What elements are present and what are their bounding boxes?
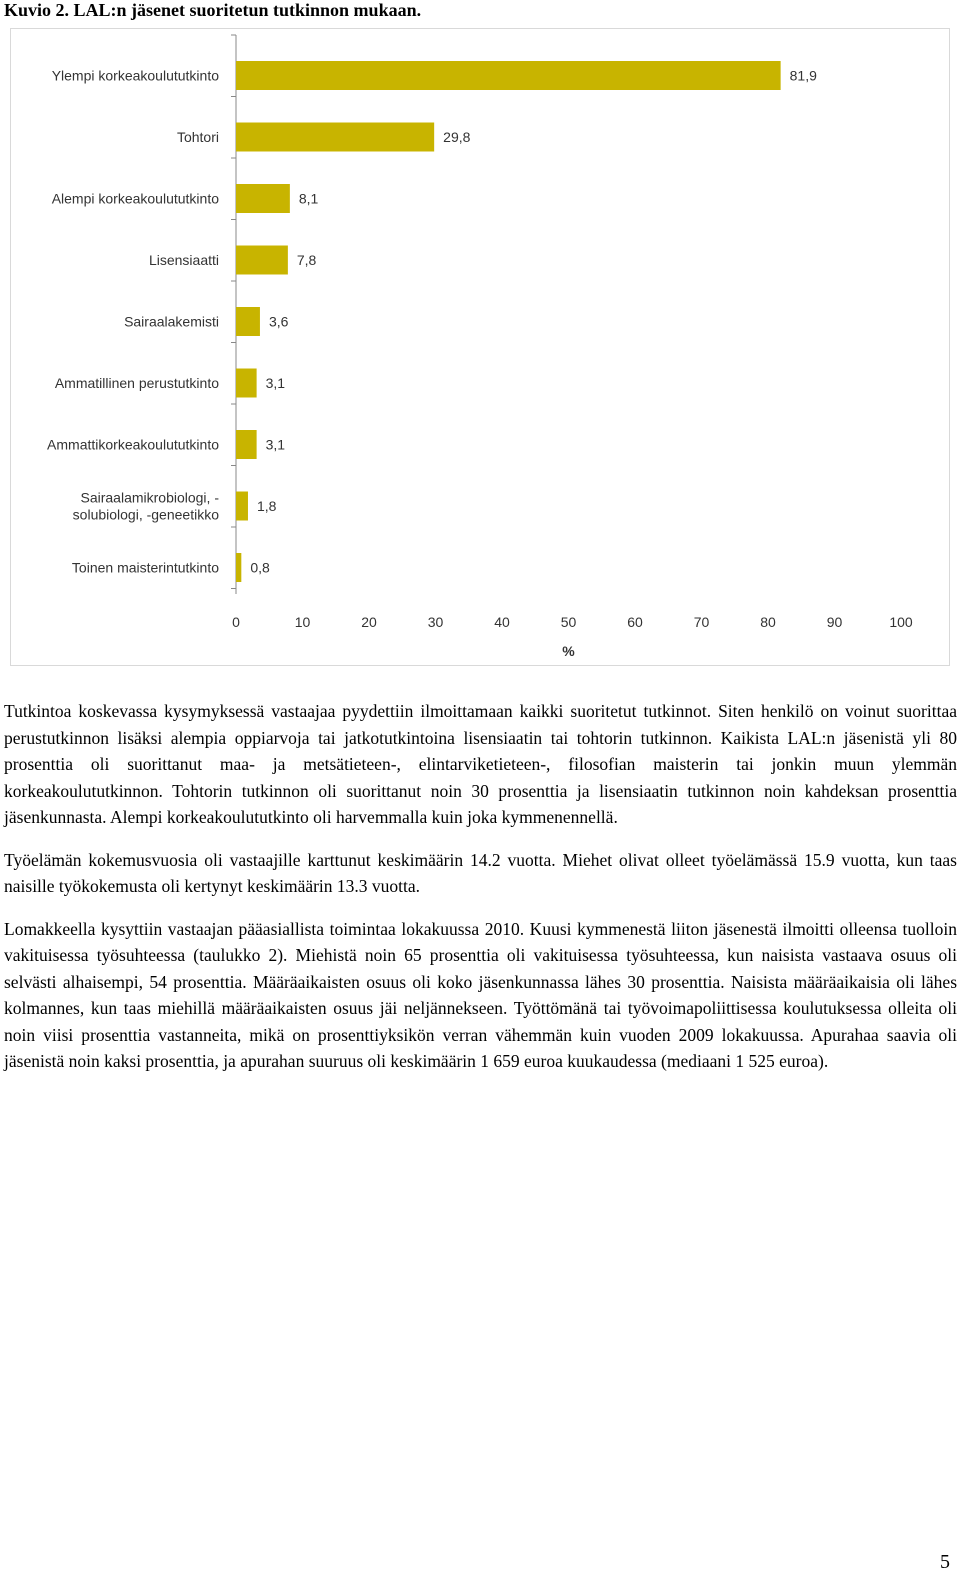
bar-0 — [236, 61, 781, 90]
data-label-4: 3,6 — [268, 313, 289, 330]
category-label-3: Lisensiaatti — [148, 252, 219, 268]
x-tick-label-1: 10 — [294, 614, 311, 630]
category-label-7: Sairaalamikrobiologi, -solubiologi, -geneetikko — [72, 489, 219, 523]
data-label-0: 81,9 — [789, 67, 817, 84]
paragraph-work-experience: Työelämän kokemusvuosia oli vastaajille karttunut keskimäärin 14.2 vuotta. Miehet olivat olleet työelämässä 15.9 vuotta, kun taas naisille työkokemusta oli kertynyt keskimäärin 13.3 vuotta. — [4, 849, 957, 896]
bar-5 — [236, 369, 257, 398]
data-label-8: 0,8 — [250, 559, 270, 576]
category-label-5: Ammatillinen perustutkinto — [54, 375, 219, 391]
paragraph-degrees: Tutkintoa koskevassa kysymyksessä vastaajaa pyydettiin ilmoittamaan kaikki suoritetut tutkinnot. Siten henkilö on voinut suorittaa perustutkinnon lisäksi alempia oppiarvoja tai jatkotutkintoina lisensiaatin tai tohtorin tutkinnon. Kaikista LAL:n jäsenistä yli 80 prosenttia oli suorittanut maa- ja metsätieteen-, elintarviketieteen-, filosofian maisterin tai jonkin muun ylemmän korkeakoulututkinnon. Tohtorin tutkinnon oli suorittanut noin 30 prosenttia ja lisensiaatin tutkinnon noin kahdeksan prosenttia jäsenkunnasta. Alempi korkeakoulututkinto oli harvemmalla kuin joka kymmenennellä. — [4, 701, 957, 827]
bar-6 — [236, 430, 257, 459]
data-label-2: 8,1 — [298, 190, 319, 207]
x-tick-label-6: 60 — [627, 614, 643, 630]
x-tick-label-9: 90 — [826, 614, 843, 630]
category-label-4: Sairaalakemisti — [124, 313, 219, 330]
bar-chart — [11, 29, 950, 666]
body-text — [4, 698, 957, 1091]
chart-frame — [10, 28, 950, 666]
x-tick-label-3: 30 — [427, 614, 444, 630]
category-label-2: Alempi korkeakoulututkinto — [51, 190, 219, 207]
data-label-7: 1,8 — [256, 498, 277, 514]
data-label-1: 29,8 — [443, 129, 471, 145]
bar-7 — [236, 492, 248, 521]
data-label-5: 3,1 — [265, 375, 286, 391]
page-number: 5 — [940, 1551, 950, 1573]
data-label-3: 7,8 — [296, 252, 317, 268]
figure-caption: Kuvio 2. LAL:n jäsenet suoritetun tutkinnon mukaan. — [4, 0, 422, 20]
paragraph-employment: Lomakkeella kysyttiin vastaajan pääasiallista toimintaa lokakuussa 2010. Kuusi kymmenestä liiton jäsenestä ilmoitti olleensa tuolloin vakituisessa työsuhteessa (taulukko 2). Miehistä noin 65 prosenttia oli vakituisessa työsuhteessa, kun naisista vastaava osuus oli selvästi alhaisempi, 54 prosenttia. Määräaikaisten osuus oli koko jäsenkunnassa lähes 30 prosenttia. Naisista määräaikaisia oli lähes kolmannes, kun taas miehillä määräaikaisten osuus jäi neljännekseen. Työttömänä tai työvoimapoliittisessa koulutuksessa olleita oli noin viisi prosenttia vastanneita, mikä on prosenttiyksikön verran vähemmän kuin vuoden 2009 lokakuussa. Apurahaa saavia oli jäsenistä noin kaksi prosenttia, ja apurahan suuruus oli keskimäärin 1 659 euroa kuukaudessa (mediaani 1 525 euroa). — [4, 918, 957, 1071]
bar-4 — [236, 307, 260, 336]
x-tick-label-2: 20 — [361, 614, 377, 630]
data-label-6: 3,1 — [265, 436, 286, 453]
bar-2 — [236, 184, 290, 213]
x-tick-label-10: 100 — [889, 614, 913, 630]
x-axis-title: % — [562, 643, 575, 659]
x-tick-label-8: 80 — [760, 614, 776, 630]
x-tick-label-7: 70 — [693, 614, 710, 630]
x-tick-label-0: 0 — [232, 614, 240, 630]
bar-1 — [236, 123, 434, 152]
bar-8 — [236, 553, 241, 582]
category-label-8: Toinen maisterintutkinto — [71, 559, 219, 576]
x-tick-label-5: 50 — [560, 614, 577, 630]
x-tick-label-4: 40 — [494, 614, 510, 630]
category-label-6: Ammattikorkeakoulututkinto — [47, 436, 219, 453]
category-label-0: Ylempi korkeakoulututkinto — [51, 67, 219, 84]
bar-3 — [236, 246, 288, 275]
category-label-1: Tohtori — [176, 129, 219, 145]
